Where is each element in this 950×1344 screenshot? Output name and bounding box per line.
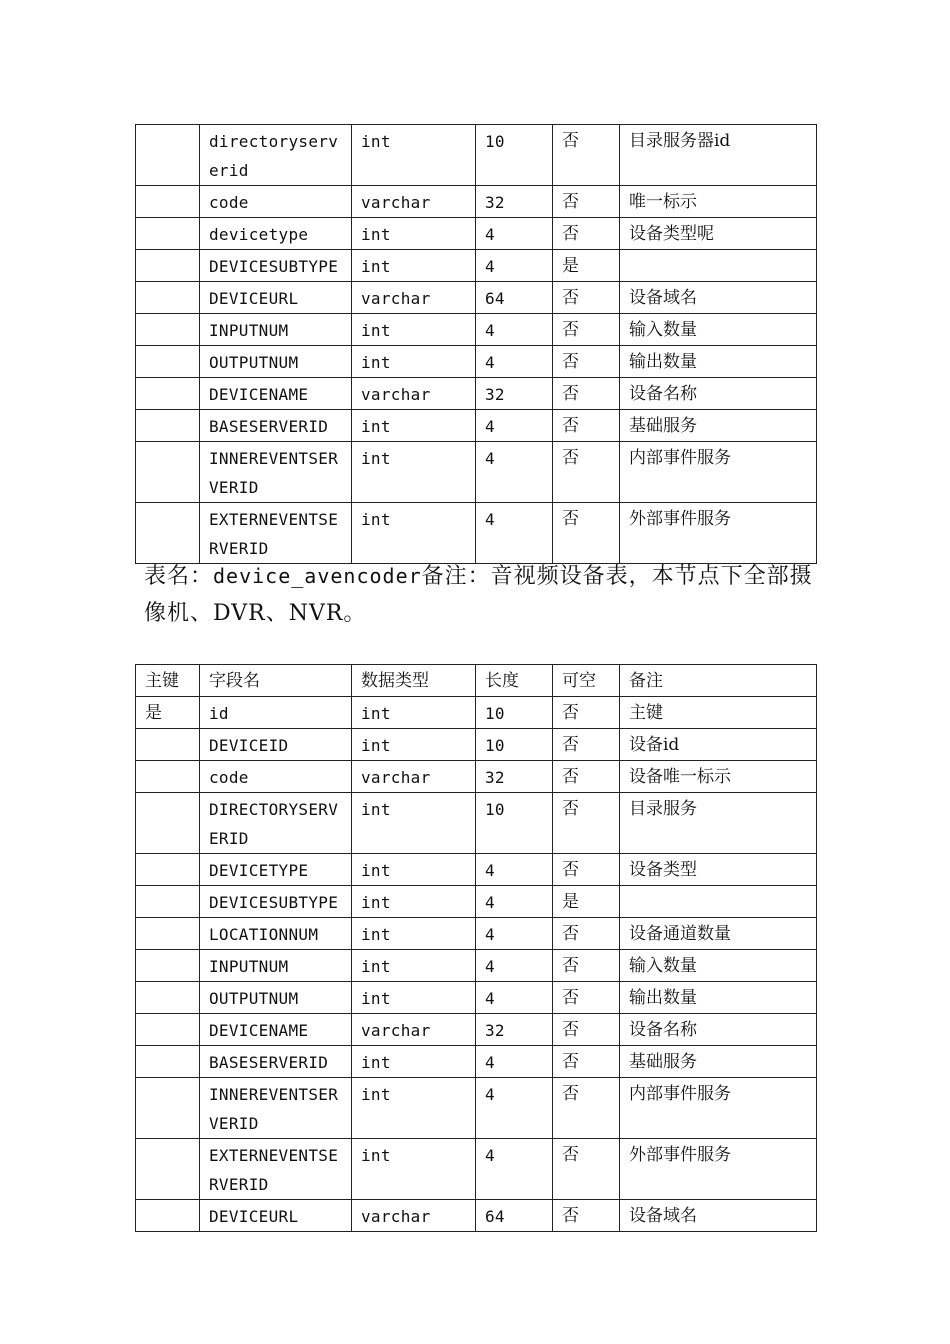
table-cell: BASESERVERID <box>200 410 352 442</box>
table-cell: 否 <box>553 1200 620 1232</box>
table-cell: DEVICENAME <box>200 1014 352 1046</box>
table-cell: int <box>352 125 476 186</box>
table-body <box>136 125 817 564</box>
table-header-row <box>136 665 817 697</box>
table-cell: 否 <box>553 282 620 314</box>
table-cell: 设备id <box>620 729 817 761</box>
table-cell: 否 <box>553 854 620 886</box>
table-row <box>136 761 817 793</box>
table-cell: varchar <box>352 186 476 218</box>
table-cell: DEVICEURL <box>200 282 352 314</box>
table-cell: 4 <box>476 1046 553 1078</box>
table-cell: int <box>352 410 476 442</box>
table-cell <box>136 282 200 314</box>
table-cell: 4 <box>476 886 553 918</box>
table-cell: 4 <box>476 346 553 378</box>
table-cell: 是 <box>553 886 620 918</box>
table-cell: 否 <box>553 761 620 793</box>
table-cell: 基础服务 <box>620 1046 817 1078</box>
table-cell: 10 <box>476 125 553 186</box>
table-cell <box>136 503 200 564</box>
table-row <box>136 186 817 218</box>
table-cell: 内部事件服务 <box>620 1078 817 1139</box>
table-cell: int <box>352 250 476 282</box>
table-cell: 否 <box>553 125 620 186</box>
table-row <box>136 729 817 761</box>
table-cell: int <box>352 950 476 982</box>
table-cell: int <box>352 314 476 346</box>
table-cell: INPUTNUM <box>200 950 352 982</box>
table-cell: 4 <box>476 1078 553 1139</box>
table-cell: 设备域名 <box>620 282 817 314</box>
table-cell <box>136 218 200 250</box>
table-cell <box>136 729 200 761</box>
table-body <box>136 665 817 1232</box>
table-cell: varchar <box>352 761 476 793</box>
table-cell: LOCATIONNUM <box>200 918 352 950</box>
table-cell: 设备类型 <box>620 854 817 886</box>
table-cell: DEVICENAME <box>200 378 352 410</box>
table-cell: 输入数量 <box>620 950 817 982</box>
table-row <box>136 918 817 950</box>
table-cell: int <box>352 729 476 761</box>
table-cell <box>136 410 200 442</box>
table-cell: BASESERVERID <box>200 1046 352 1078</box>
table-cell: 否 <box>553 1014 620 1046</box>
table-cell: 设备名称 <box>620 1014 817 1046</box>
table-cell: int <box>352 886 476 918</box>
table-cell: int <box>352 1078 476 1139</box>
table-cell: int <box>352 918 476 950</box>
table-cell <box>136 982 200 1014</box>
table-cell: varchar <box>352 282 476 314</box>
table-cell <box>136 886 200 918</box>
table-cell: 基础服务 <box>620 410 817 442</box>
table-cell: 32 <box>476 761 553 793</box>
table-row <box>136 854 817 886</box>
table-cell: 设备名称 <box>620 378 817 410</box>
table-cell: DEVICETYPE <box>200 854 352 886</box>
table-cell: 外部事件服务 <box>620 1139 817 1200</box>
table-cell: DEVICESUBTYPE <box>200 886 352 918</box>
table-cell: int <box>352 854 476 886</box>
table-cell: 32 <box>476 186 553 218</box>
table-cell: 否 <box>553 729 620 761</box>
table-cell: 否 <box>553 1139 620 1200</box>
table-device-fields-continued <box>135 124 817 564</box>
table-cell: 外部事件服务 <box>620 503 817 564</box>
table-cell <box>136 346 200 378</box>
table-cell: 输出数量 <box>620 346 817 378</box>
table-row <box>136 982 817 1014</box>
table-cell: 否 <box>553 314 620 346</box>
table-row <box>136 1200 817 1232</box>
table-cell: 4 <box>476 250 553 282</box>
table-cell <box>136 1139 200 1200</box>
table-cell: 否 <box>553 378 620 410</box>
table-cell: 唯一标示 <box>620 186 817 218</box>
table-cell: int <box>352 503 476 564</box>
table-cell: 否 <box>553 793 620 854</box>
table-cell: INNEREVENTSERVERID <box>200 442 352 503</box>
table-cell <box>136 1078 200 1139</box>
table-cell: 是 <box>136 697 200 729</box>
table-cell: 4 <box>476 314 553 346</box>
caption-table-name: device_avencoder <box>213 564 422 588</box>
table-row <box>136 378 817 410</box>
table-cell: int <box>352 346 476 378</box>
table-cell: 输出数量 <box>620 982 817 1014</box>
table-cell: varchar <box>352 1200 476 1232</box>
header-cell: 主键 <box>136 665 200 697</box>
table-cell: 4 <box>476 854 553 886</box>
table-row <box>136 125 817 186</box>
header-cell: 数据类型 <box>352 665 476 697</box>
table-cell <box>136 918 200 950</box>
table-cell: 是 <box>553 250 620 282</box>
table-cell: 否 <box>553 503 620 564</box>
table-cell: 4 <box>476 950 553 982</box>
caption-note: 备注：音视频设备表，本节点下全部摄像机、DVR、NVR。 <box>144 564 813 626</box>
table-cell: OUTPUTNUM <box>200 982 352 1014</box>
header-cell: 长度 <box>476 665 553 697</box>
table-row <box>136 442 817 503</box>
table-device-avencoder <box>135 664 817 1232</box>
table-cell: DEVICEID <box>200 729 352 761</box>
table-cell: id <box>200 697 352 729</box>
table-cell <box>136 761 200 793</box>
caption-prefix: 表名： <box>144 564 214 589</box>
table-cell: 主键 <box>620 697 817 729</box>
table-row <box>136 218 817 250</box>
table-cell: 64 <box>476 1200 553 1232</box>
table-cell: 10 <box>476 793 553 854</box>
table-cell: 否 <box>553 950 620 982</box>
table-caption <box>144 558 824 632</box>
table-row <box>136 282 817 314</box>
table-row <box>136 410 817 442</box>
table-cell: 否 <box>553 1046 620 1078</box>
table-row <box>136 1014 817 1046</box>
table-cell: DEVICEURL <box>200 1200 352 1232</box>
table-cell <box>136 314 200 346</box>
table-cell: int <box>352 442 476 503</box>
table-cell: DEVICESUBTYPE <box>200 250 352 282</box>
table-cell: 输入数量 <box>620 314 817 346</box>
table-row <box>136 1078 817 1139</box>
table-cell: code <box>200 761 352 793</box>
table-cell <box>620 886 817 918</box>
table-cell: 否 <box>553 697 620 729</box>
table-cell: 否 <box>553 1078 620 1139</box>
table-row <box>136 886 817 918</box>
table-cell: 设备通道数量 <box>620 918 817 950</box>
table-cell: 4 <box>476 1139 553 1200</box>
table-cell <box>136 1046 200 1078</box>
header-cell: 备注 <box>620 665 817 697</box>
table-cell <box>620 250 817 282</box>
table-cell: 否 <box>553 410 620 442</box>
table-row <box>136 503 817 564</box>
table-cell <box>136 1014 200 1046</box>
table-cell <box>136 854 200 886</box>
table-cell: 10 <box>476 729 553 761</box>
table-row <box>136 793 817 854</box>
table-cell: INPUTNUM <box>200 314 352 346</box>
table-cell: 内部事件服务 <box>620 442 817 503</box>
table-cell: 否 <box>553 442 620 503</box>
table-cell: varchar <box>352 378 476 410</box>
table-cell <box>136 1200 200 1232</box>
table-cell <box>136 125 200 186</box>
table-row <box>136 314 817 346</box>
header-cell: 可空 <box>553 665 620 697</box>
table-row <box>136 1139 817 1200</box>
table-cell: OUTPUTNUM <box>200 346 352 378</box>
table-cell <box>136 950 200 982</box>
table-cell: 4 <box>476 410 553 442</box>
table-cell: 目录服务 <box>620 793 817 854</box>
table-cell <box>136 378 200 410</box>
table-cell: 64 <box>476 282 553 314</box>
table-cell: 设备域名 <box>620 1200 817 1232</box>
table-cell: devicetype <box>200 218 352 250</box>
header-cell: 字段名 <box>200 665 352 697</box>
table-cell: int <box>352 793 476 854</box>
table-cell: int <box>352 218 476 250</box>
table-cell: 4 <box>476 982 553 1014</box>
table-cell <box>136 793 200 854</box>
table-cell: 10 <box>476 697 553 729</box>
table-cell: varchar <box>352 1014 476 1046</box>
table-cell: 32 <box>476 1014 553 1046</box>
table-cell: INNEREVENTSERVERID <box>200 1078 352 1139</box>
table-cell: 4 <box>476 442 553 503</box>
table-cell: 4 <box>476 503 553 564</box>
table-cell: int <box>352 1046 476 1078</box>
table-cell: int <box>352 1139 476 1200</box>
table-cell: int <box>352 697 476 729</box>
table-cell: 32 <box>476 378 553 410</box>
table-cell: 4 <box>476 218 553 250</box>
table-cell: int <box>352 982 476 1014</box>
table-row <box>136 697 817 729</box>
table-cell: DIRECTORYSERVERID <box>200 793 352 854</box>
table-cell <box>136 442 200 503</box>
table-cell: 否 <box>553 918 620 950</box>
table-cell: 设备唯一标示 <box>620 761 817 793</box>
table-cell: 4 <box>476 918 553 950</box>
table-row <box>136 1046 817 1078</box>
table-cell: EXTERNEVENTSERVERID <box>200 1139 352 1200</box>
table-row <box>136 950 817 982</box>
table-cell: 否 <box>553 982 620 1014</box>
table-cell: 设备类型呢 <box>620 218 817 250</box>
table-cell: 否 <box>553 186 620 218</box>
table-cell: 目录服务器id <box>620 125 817 186</box>
table-cell: 否 <box>553 218 620 250</box>
table-cell: 否 <box>553 346 620 378</box>
table-cell: code <box>200 186 352 218</box>
table-cell <box>136 250 200 282</box>
table-cell <box>136 186 200 218</box>
table-row <box>136 346 817 378</box>
table-cell: directoryserverid <box>200 125 352 186</box>
table-row <box>136 250 817 282</box>
table-cell: EXTERNEVENTSERVERID <box>200 503 352 564</box>
